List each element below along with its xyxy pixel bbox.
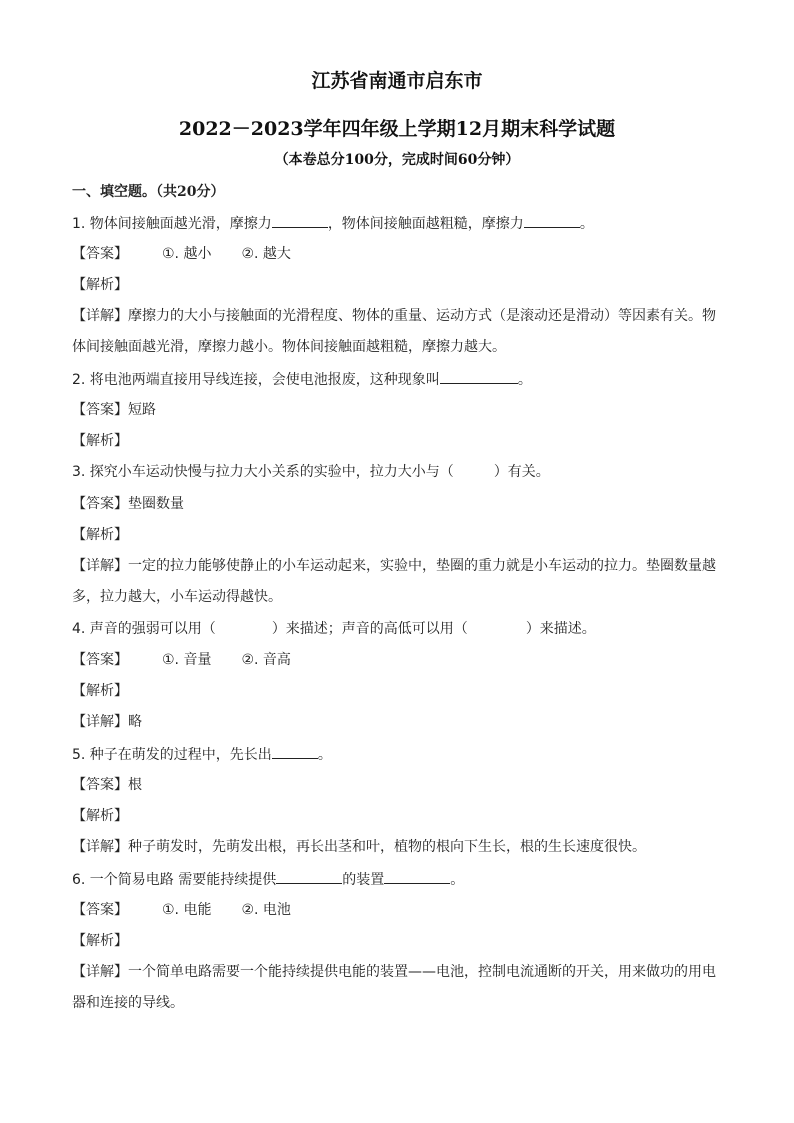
answer-blank: [524, 213, 580, 228]
detail-text: 种子萌发时，先萌发出根，再长出茎和叶，植物的根向下生长，根的生长速度很快。: [128, 839, 646, 855]
answer-row: [72, 900, 291, 920]
question-5-stem-b: 。: [317, 747, 332, 763]
question-3-stem-a: 3. 探究小车运动快慢与拉力大小关系的实验中，拉力大小与（: [72, 464, 454, 480]
question-2-stem-b: 。: [517, 372, 532, 388]
answer-label: 【答案】: [72, 246, 128, 262]
detail-label: 【详解】: [72, 964, 128, 980]
answer-blank: [440, 369, 518, 384]
answer-label: 【答案】: [72, 902, 128, 918]
detail-text-continued: 体间接触面越光滑，摩擦力越小。物体间接触面越粗糙，摩擦力越大。: [72, 339, 506, 355]
question-4-stem-a: 4. 声音的强弱可以用（: [72, 621, 216, 637]
detail-row: [72, 556, 716, 576]
answer-blank: [272, 213, 328, 228]
answer-label: 【答案】: [72, 777, 128, 793]
detail-text-continued: 多，拉力越大，小车运动得越快。: [72, 589, 282, 605]
question-4-stem-c: ）来描述。: [525, 621, 596, 637]
detail-text: 摩擦力的大小与接触面的光滑程度、物体的重量、运动方式（是滚动还是滑动）等因素有关。物: [128, 308, 716, 324]
question-1: [72, 213, 594, 234]
question-4-stem-b: ）来描述；声音的高低可以用（: [271, 621, 468, 637]
answer-option-1: ①. 电能: [162, 902, 212, 918]
answer-blank: [276, 869, 342, 884]
detail-label: 【详解】: [72, 558, 128, 574]
detail-row: [72, 962, 716, 982]
answer-blank: [272, 744, 318, 759]
analysis-label: 【解析】: [72, 433, 128, 449]
answer-option-2: ②. 越大: [241, 246, 291, 262]
exam-subtitle: （本卷总分100分，完成时间60分钟）: [274, 152, 520, 168]
detail-row: [72, 837, 646, 857]
detail-text: 略: [128, 714, 142, 730]
question-2-stem-a: 2. 将电池两端直接用导线连接，会使电池报废，这种现象叫: [72, 372, 440, 388]
answer-option-2: ②. 电池: [241, 902, 291, 918]
question-4: [72, 619, 596, 639]
answer-row: [72, 244, 291, 264]
answer-text: 垫圈数量: [128, 496, 184, 512]
detail-label: 【详解】: [72, 714, 128, 730]
answer-row: [72, 400, 156, 420]
answer-label: 【答案】: [72, 496, 128, 512]
detail-row: [72, 712, 142, 732]
answer-row: [72, 494, 184, 514]
detail-label: 【详解】: [72, 839, 128, 855]
analysis-label: 【解析】: [72, 527, 128, 543]
analysis-label: 【解析】: [72, 683, 128, 699]
analysis-label: 【解析】: [72, 933, 128, 949]
answer-row: [72, 775, 142, 795]
analysis-label: 【解析】: [72, 808, 128, 824]
answer-text: 根: [128, 777, 142, 793]
question-6-stem-a: 6. 一个简易电路 需要能持续提供: [72, 872, 277, 888]
answer-option-1: ①. 越小: [162, 246, 212, 262]
question-3-stem-b: ）有关。: [493, 464, 550, 480]
answer-label: 【答案】: [72, 402, 128, 418]
question-1-stem-b: ，物体间接触面越粗糙，摩擦力: [327, 216, 524, 232]
exam-title: 2022－2023学年四年级上学期12月期末科学试题: [178, 118, 616, 140]
answer-option-2: ②. 音高: [241, 652, 291, 668]
answer-text: 短路: [128, 402, 156, 418]
answer-row: [72, 650, 291, 670]
question-3: [72, 462, 550, 482]
question-6-stem-c: 。: [450, 872, 465, 888]
detail-text-continued: 器和连接的导线。: [72, 995, 184, 1011]
detail-row: [72, 306, 716, 326]
question-1-stem-c: 。: [579, 216, 594, 232]
question-5: [72, 744, 332, 765]
detail-label: 【详解】: [72, 308, 128, 324]
question-1-stem-a: 1. 物体间接触面越光滑，摩擦力: [72, 216, 272, 232]
exam-region-title: 江苏省南通市启东市: [311, 70, 483, 92]
question-2: [72, 369, 532, 390]
detail-text: 一个简单电路需要一个能持续提供电能的装置——电池，控制电流通断的开关，用来做功的用电: [128, 964, 716, 980]
question-6-stem-b: 的装置: [342, 872, 385, 888]
answer-option-1: ①. 音量: [162, 652, 212, 668]
answer-blank: [384, 869, 450, 884]
question-6: [72, 869, 464, 890]
question-5-stem-a: 5. 种子在萌发的过程中，先长出: [72, 747, 272, 763]
detail-text: 一定的拉力能够使静止的小车运动起来，实验中，垫圈的重力就是小车运动的拉力。垫圈数量越: [128, 558, 716, 574]
section-heading: 一、填空题。（共20分）: [72, 184, 225, 200]
answer-label: 【答案】: [72, 652, 128, 668]
analysis-label: 【解析】: [72, 277, 128, 293]
